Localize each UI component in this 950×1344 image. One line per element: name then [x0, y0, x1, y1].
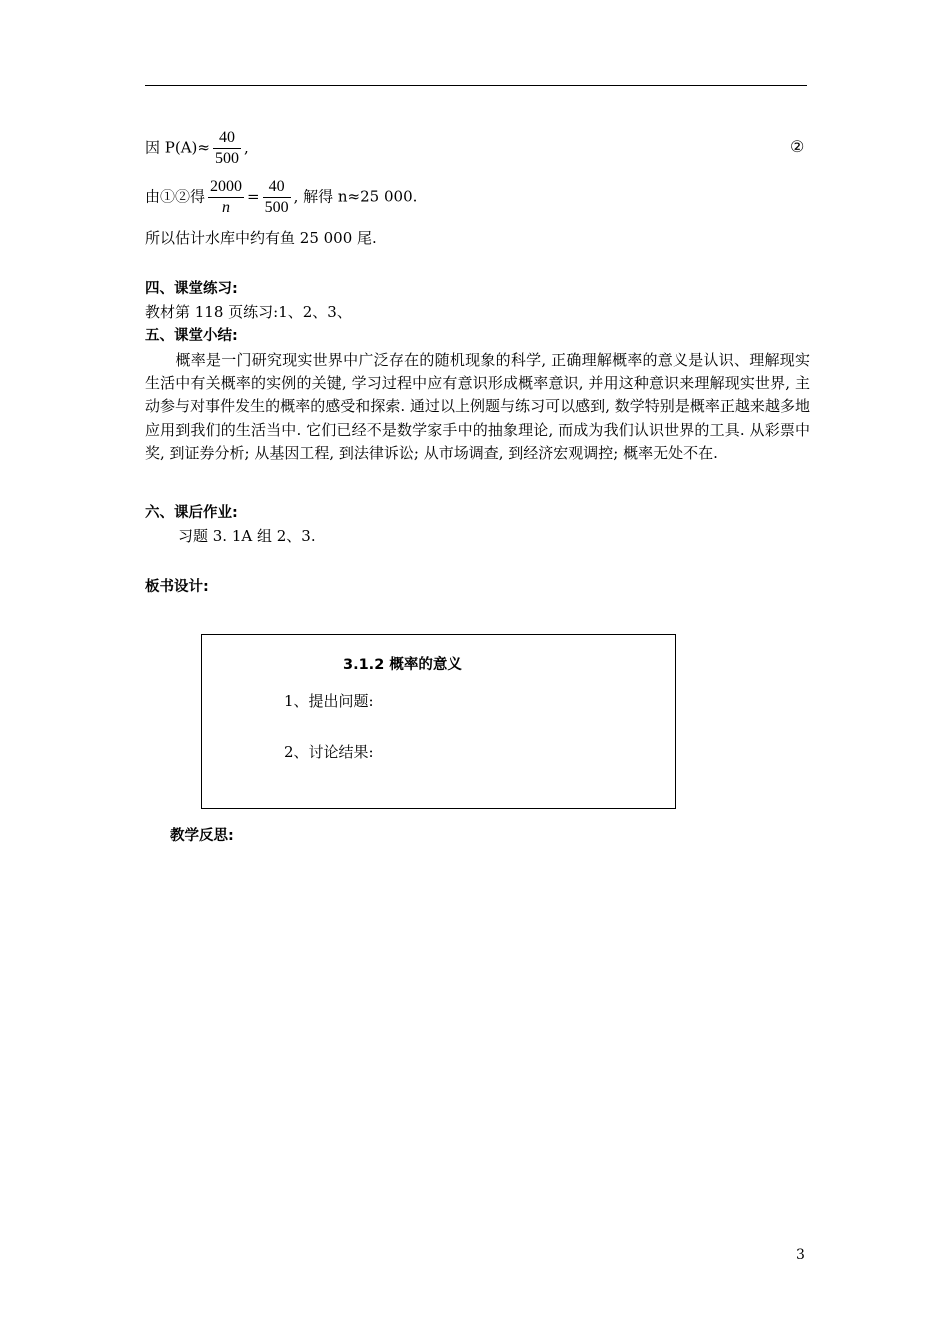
section4-heading: 四、课堂练习:: [145, 281, 238, 297]
header-rule: [145, 85, 807, 86]
equals-sign: =: [247, 187, 260, 206]
formula-line-1: [145, 128, 249, 169]
denominator: 500: [214, 150, 239, 167]
section4-text: 教材第 118 页练习:1、2、3、: [145, 303, 352, 321]
board-title: 3.1.2 概率的意义: [343, 657, 462, 673]
fraction-40-500: [263, 177, 291, 218]
board-design-box: [201, 634, 676, 809]
board-item-1: 1、提出问题:: [284, 692, 374, 710]
conclusion-line: 所以估计水库中约有鱼 25 000 尾.: [145, 229, 377, 247]
formula1-prefix: 因 P(A)≈: [145, 138, 210, 157]
fraction-2000-n: [208, 177, 244, 218]
denominator: n: [222, 199, 231, 216]
reflection-heading: 教学反思:: [170, 828, 234, 844]
equation-marker-2: ②: [790, 137, 805, 156]
denominator: 500: [264, 199, 289, 216]
formula2-suffix: , 解得 n≈25 000.: [293, 187, 418, 206]
numerator: 40: [263, 177, 291, 198]
section5-heading: 五、课堂小结:: [145, 328, 238, 344]
section6-text: 习题 3. 1A 组 2、3.: [178, 527, 316, 545]
board-item-2: 2、讨论结果:: [284, 743, 374, 761]
numerator: 40: [213, 128, 241, 149]
section5-paragraph: 概率是一门研究现实世界中广泛存在的随机现象的科学, 正确理解概率的意义是认识、理解现实生活中有关概率的实例的关键, 学习过程中应有意识形成概率意识, 并用这种意识来理解现实世界, 主动参与对事件发生的概率的感受和探索. 通过以上例题与练习可以感到, 数学特别是概率正越来越多地应用到我们的生活当中. 它们已经不是数学家手中的抽象理论, 而成为我们认识世界的工具. 从彩票中奖, 到证券分析; 从基因工程, 到法律诉讼; 从市场调查, 到经济宏观调控; 概率无处不在.: [145, 351, 810, 462]
numerator: 2000: [208, 177, 244, 198]
fraction-40-500: [213, 128, 241, 169]
formula1-suffix: ,: [243, 138, 249, 157]
page-number: 3: [796, 1247, 805, 1263]
board-design-heading: 板书设计:: [145, 579, 209, 595]
formula2-prefix: 由①②得: [145, 187, 206, 206]
section6-heading: 六、课后作业:: [145, 505, 238, 521]
formula-line-2: [145, 177, 417, 218]
